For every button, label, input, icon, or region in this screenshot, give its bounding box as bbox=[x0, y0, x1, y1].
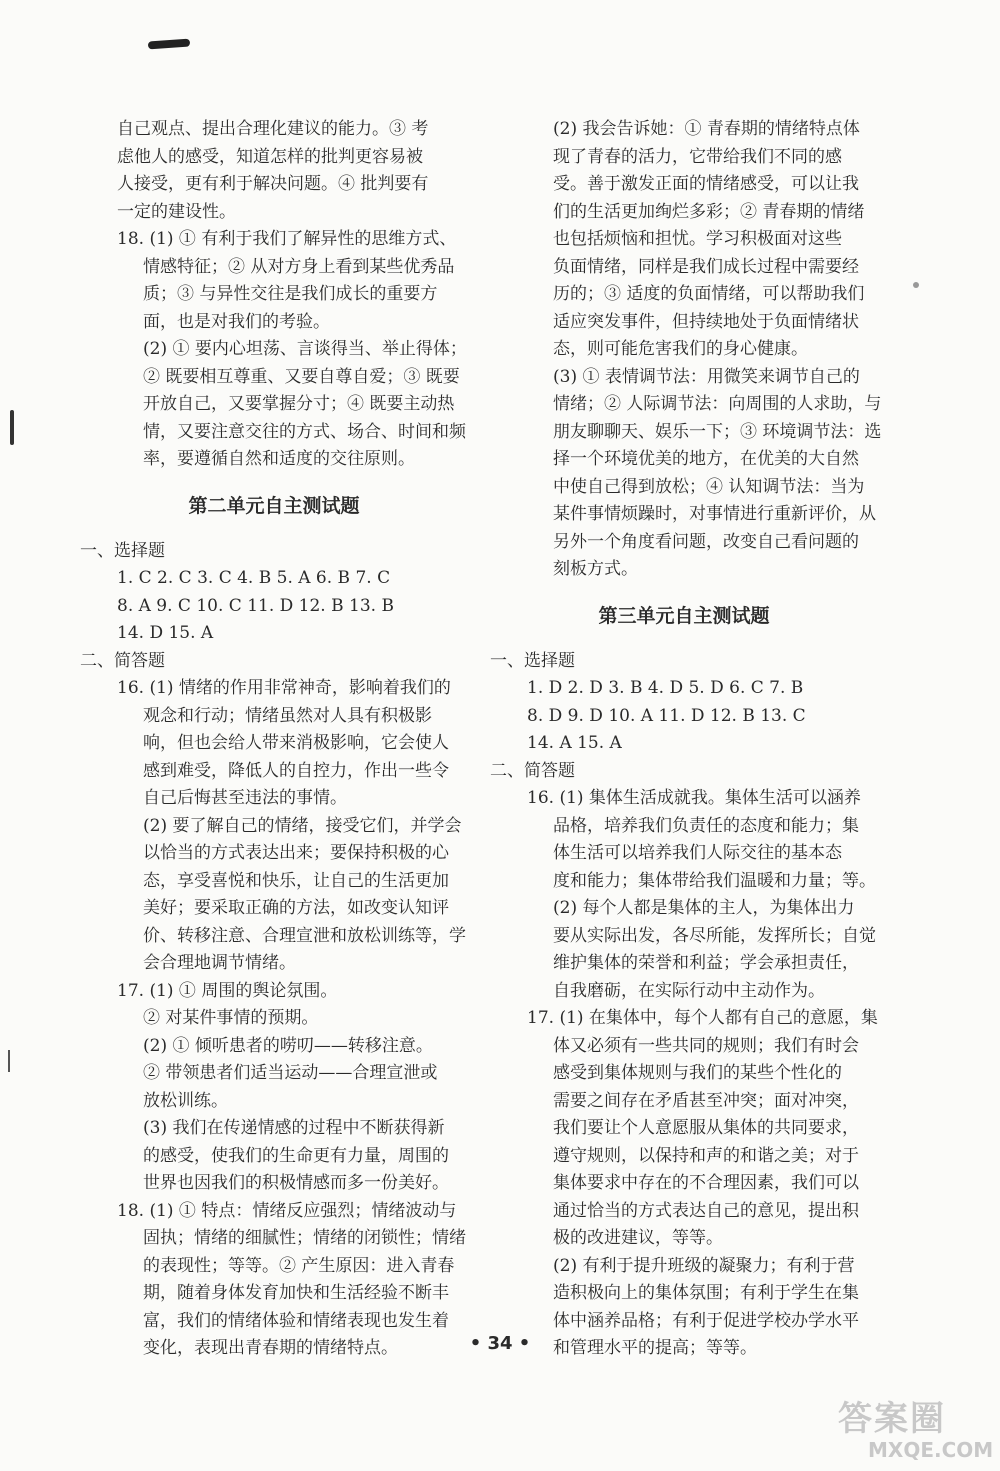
text-line: 体中涵养品格；有利于促进学校办学水平 bbox=[553, 1310, 859, 1331]
text-line: 响，但也会给人带来消极影响，它会使人 bbox=[143, 733, 449, 753]
question-17-line: 17. (1) 在集体中，每个人都有自己的意愿，集 bbox=[527, 1008, 878, 1028]
text-line: 放松训练。 bbox=[143, 1090, 228, 1111]
text-line: 的感受，使我们的生命更有力量，周围的 bbox=[143, 1145, 449, 1166]
answer-line: 1. C 2. C 3. C 4. B 5. A 6. B 7. C bbox=[117, 568, 391, 588]
text-line: 们的生活更加绚烂多彩；② 青春期的情绪 bbox=[553, 201, 865, 222]
text-line: 质；③ 与异性交往是我们成长的重要方 bbox=[143, 284, 438, 304]
text-line: 负面情绪，同样是我们成长过程中需要经 bbox=[553, 256, 859, 277]
section-heading-choice: 一、选择题 bbox=[80, 540, 165, 561]
text-line: (2) ① 倾听患者的唠叨——转移注意。 bbox=[143, 1035, 433, 1056]
text-line: (3) ① 表情调节法：用微笑来调节自己的 bbox=[553, 366, 860, 387]
text-line: 情感特征；② 从对方身上看到某些优秀品 bbox=[143, 256, 455, 277]
text-line: 中使自己得到放松；④ 认知调节法：当为 bbox=[553, 476, 865, 497]
ink-smudge bbox=[148, 39, 190, 50]
text-line: ② 既要相互尊重、又要自尊自爱；③ 既要 bbox=[143, 366, 460, 387]
question-17-line: 17. (1) ① 周围的舆论氛围。 bbox=[117, 980, 338, 1001]
page-number: • 34 • bbox=[469, 1333, 531, 1354]
text-line: 观念和行动；情绪虽然对人具有积极影 bbox=[143, 705, 432, 726]
text-line: (2) ① 要内心坦荡、言谈得当、举止得体； bbox=[143, 339, 467, 359]
text-line: (2) 我会告诉她：① 青春期的情绪特点体 bbox=[553, 119, 860, 139]
scan-dot bbox=[913, 282, 919, 288]
question-16-line: 16. (1) 情绪的作用非常神奇，影响着我们的 bbox=[117, 678, 451, 698]
watermark-logo bbox=[838, 1399, 994, 1465]
text-line: 另外一个角度看问题，改变自己看问题的 bbox=[553, 531, 859, 552]
watermark-bottom: MXQE.COM bbox=[868, 1438, 994, 1462]
text-line: 美好；要采取正确的方法，如改变认知评 bbox=[143, 898, 449, 918]
text-line: 择一个环境优美的地方，在优美的大自然 bbox=[553, 449, 859, 469]
section-heading-short: 二、简答题 bbox=[80, 650, 165, 671]
text-line: 世界也因我们的积极情感而多一份美好。 bbox=[143, 1173, 449, 1193]
text-line: 极的改进建议，等等。 bbox=[553, 1228, 723, 1248]
text-line: 自己观点、提出合理化建议的能力。③ 考 bbox=[117, 119, 429, 139]
text-line: 受。善于激发正面的情绪感受，可以让我 bbox=[553, 174, 859, 194]
text-line: 率，要遵循自然和适度的交往原则。 bbox=[143, 449, 415, 469]
text-line: 维护集体的荣誉和利益；学会承担责任， bbox=[553, 953, 859, 973]
left-column bbox=[80, 116, 468, 1363]
text-line: 态，则可能危害我们的身心健康。 bbox=[553, 339, 808, 359]
text-line: 人接受，更有利于解决问题。④ 批判要有 bbox=[117, 174, 429, 194]
text-line: 感到难受，降低人的自控力，作出一些令 bbox=[143, 760, 449, 781]
text-line: (2) 有利于提升班级的凝聚力；有利于营 bbox=[553, 1255, 855, 1276]
text-line: 变化，表现出青春期的情绪特点。 bbox=[143, 1338, 398, 1358]
text-line: 态，享受喜悦和快乐，让自己的生活更加 bbox=[143, 870, 449, 891]
text-line: 度和能力；集体带给我们温暖和力量；等。 bbox=[553, 870, 876, 891]
text-line: 朋友聊聊天、娱乐一下；③ 环境调节法：选 bbox=[553, 421, 882, 442]
right-column bbox=[490, 116, 882, 1363]
text-line: 自己后悔甚至违法的事情。 bbox=[143, 788, 347, 808]
text-line: 自我磨砺，在实际行动中主动作为。 bbox=[553, 980, 825, 1001]
text-line: 需要之间存在矛盾甚至冲突；面对冲突， bbox=[553, 1090, 859, 1111]
unit-3-title: 第三单元自主测试题 bbox=[598, 604, 770, 627]
answer-line: 8. A 9. C 10. C 11. D 12. B 13. B bbox=[117, 595, 394, 616]
text-line: 通过恰当的方式表达自己的意见，提出积 bbox=[553, 1200, 859, 1221]
answer-line: 14. A 15. A bbox=[527, 733, 622, 753]
text-line: 情绪；② 人际调节法：向周围的人求助，与 bbox=[553, 394, 882, 414]
text-line: 品格，培养我们负责任的态度和能力；集 bbox=[553, 815, 859, 836]
text-line: 造积极向上的集体氛围；有利于学生在集 bbox=[553, 1283, 859, 1303]
unit-2-title: 第二单元自主测试题 bbox=[188, 494, 360, 517]
text-line: 某件事情烦躁时，对事情进行重新评价，从 bbox=[553, 504, 876, 524]
scan-mark bbox=[8, 1050, 10, 1072]
answer-line: 14. D 15. A bbox=[117, 623, 214, 643]
section-heading-choice: 一、选择题 bbox=[490, 650, 575, 671]
text-line: 刻板方式。 bbox=[553, 559, 638, 579]
text-line: 体生活可以培养我们人际交往的基本态 bbox=[553, 843, 842, 863]
answer-line: 1. D 2. D 3. B 4. D 5. D 6. C 7. B bbox=[527, 678, 804, 698]
text-line: 价、转移注意、合理宣泄和放松训练等，学 bbox=[143, 925, 466, 946]
scan-mark bbox=[10, 410, 14, 445]
text-line: (2) 每个人都是集体的主人，为集体出力 bbox=[553, 898, 855, 918]
text-line: 期，随着身体发育加快和生活经验不断丰 bbox=[143, 1283, 449, 1303]
text-line: 富，我们的情绪体验和情绪表现也发生着 bbox=[143, 1310, 449, 1331]
text-line: 也包括烦恼和担忧。学习积极面对这些 bbox=[553, 229, 842, 249]
answer-line: 8. D 9. D 10. A 11. D 12. B 13. C bbox=[527, 705, 806, 726]
text-line: 固执；情绪的细腻性；情绪的闭锁性；情绪 bbox=[143, 1228, 466, 1248]
question-18b-line: 18. (1) ① 特点：情绪反应强烈；情绪波动与 bbox=[117, 1200, 457, 1221]
text-line: 遵守规则，以保持和声的和谐之美；对于 bbox=[553, 1145, 859, 1166]
text-line: 情，又要注意交往的方式、场合、时间和频 bbox=[143, 421, 466, 442]
text-line: 体又必须有一些共同的规则；我们有时会 bbox=[553, 1035, 859, 1056]
text-line: 历的；③ 适度的负面情绪，可以帮助我们 bbox=[553, 284, 865, 304]
text-line: 以恰当的方式表达出来；要保持积极的心 bbox=[143, 843, 449, 863]
text-line: (2) 要了解自己的情绪，接受它们，并学会 bbox=[143, 815, 462, 836]
text-line: 现了青春的活力，它带给我们不同的感 bbox=[553, 146, 842, 167]
text-line: 面，也是对我们的考验。 bbox=[143, 311, 330, 332]
watermark-top: 答案圈 bbox=[838, 1399, 946, 1439]
section-heading-short: 二、简答题 bbox=[490, 760, 575, 781]
text-line: 要从实际出发，各尽所能，发挥所长；自觉 bbox=[553, 925, 876, 946]
question-16-line: 16. (1) 集体生活成就我。集体生活可以涵养 bbox=[527, 788, 861, 808]
text-line: 集体要求中存在的不合理因素，我们可以 bbox=[553, 1173, 859, 1193]
text-line: ② 对某件事情的预期。 bbox=[143, 1008, 319, 1028]
text-line: 适应突发事件，但持续地处于负面情绪状 bbox=[553, 311, 859, 332]
text-line: 虑他人的感受，知道怎样的批判更容易被 bbox=[117, 146, 423, 167]
text-line: 会合理地调节情绪。 bbox=[143, 953, 296, 973]
text-line: 的表现性；等等。② 产生原因：进入青春 bbox=[143, 1255, 455, 1276]
text-line: ② 带领患者们适当运动——合理宣泄或 bbox=[143, 1063, 438, 1083]
question-18-line: 18. (1) ① 有利于我们了解异性的思维方式、 bbox=[117, 229, 457, 249]
text-line: 感受到集体规则与我们的某些个性化的 bbox=[553, 1063, 842, 1083]
text-line: 一定的建设性。 bbox=[117, 201, 236, 222]
text-line: 我们要让个人意愿服从集体的共同要求， bbox=[553, 1118, 859, 1138]
text-line: 开放自己，又要掌握分寸；④ 既要主动热 bbox=[143, 394, 455, 414]
text-line: (3) 我们在传递情感的过程中不断获得新 bbox=[143, 1118, 445, 1138]
text-line: 和管理水平的提高；等等。 bbox=[553, 1338, 757, 1358]
